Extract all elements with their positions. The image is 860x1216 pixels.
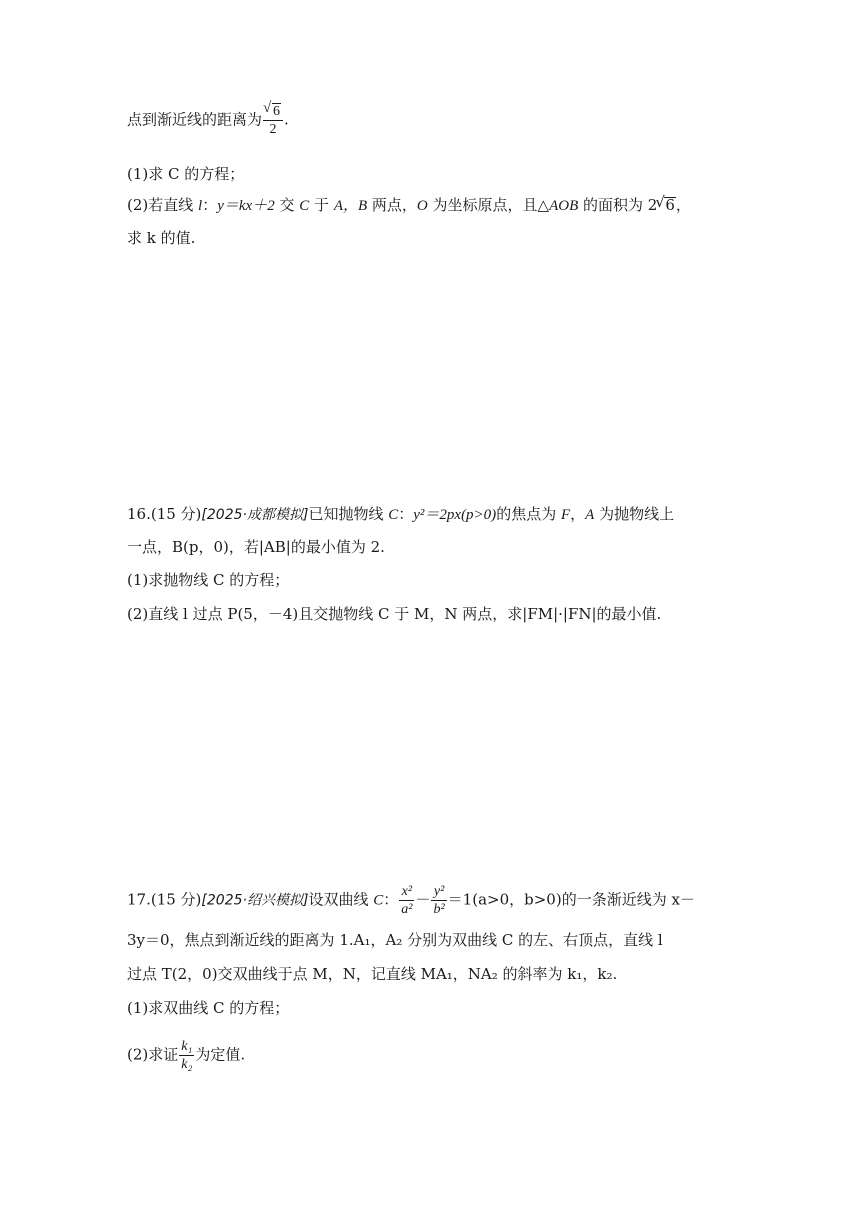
q15-fraction: √ $\frac{6}{2}$ xyxy=(263,103,283,138)
q17-part2: (2)求证 $\frac{\text{k₁}}{\text{k₂}}$ 为定值. xyxy=(127,1039,246,1072)
sqrt-symbol: √ 6 xyxy=(664,197,676,213)
q16-part2: (2)直线 l 过点 P(5，－4)且交抛物线 C 于 M，N 两点，求|FM|·|FN|的最小值. xyxy=(127,605,662,623)
q17-fraction-k: $\frac{\text{k₁}}{\text{k₂}}$ xyxy=(181,1039,193,1072)
q16-source: [2025·成都模拟] xyxy=(201,507,309,523)
q15-part2: (2)若直线 l：y＝kx＋2 交 C 于 A，B 两点，O 为坐标原点，且△AOB 的面积为 2√ 6， xyxy=(127,195,691,216)
q15-distance-text: 点到渐近线的距离为 xyxy=(127,110,263,129)
q16-number: 16.(15 分) xyxy=(127,505,202,523)
q17-line3: 过点 T(2，0)交双曲线于点 M，N，记直线 MA₁，NA₂ 的斜率为 k₁，k₂. xyxy=(127,965,618,983)
q16-line1: 16.(15 分)[2025·成都模拟]已知抛物线 C：y²＝2px(p>0)的焦点为 F，A 为抛物线上 xyxy=(127,505,675,523)
sqrt-symbol: √ 6 xyxy=(272,103,281,119)
q16-line2: 一点，B(p，0)，若|AB|的最小值为 2. xyxy=(127,538,385,556)
q15-part1: (1)求 C 的方程； xyxy=(127,165,245,183)
q17-number: 17.(15 分) xyxy=(127,890,202,909)
q17-fraction-x: $\frac{\text{x²}}{\text{a²}}$ xyxy=(401,884,413,917)
q17-fraction-y: $\frac{\text{y²}}{\text{b²}}$ xyxy=(433,884,445,917)
q16-part1: (1)求抛物线 C 的方程； xyxy=(127,571,290,589)
q15-line-distance: 点到渐近线的距离为 √ $\frac{6}{2}$ . xyxy=(127,103,289,138)
q17-part1: (1)求双曲线 C 的方程； xyxy=(127,999,290,1017)
q15-part2-line2: 求 k 的值. xyxy=(127,229,196,247)
q17-source: [2025·绍兴模拟] xyxy=(201,892,309,909)
q17-line1: 17.(15 分)[2025·绍兴模拟]设双曲线 C： $\frac{\text{x²}}{\text{a²}}$ － $\frac{\text{y²}}{\text{b²}}$ ＝1(a>0，b>0)的一条渐近线为 x－ xyxy=(127,884,695,917)
q17-line2: 3y＝0，焦点到渐近线的距离为 1.A₁，A₂ 分别为双曲线 C 的左、右顶点，直线 l xyxy=(127,931,663,949)
